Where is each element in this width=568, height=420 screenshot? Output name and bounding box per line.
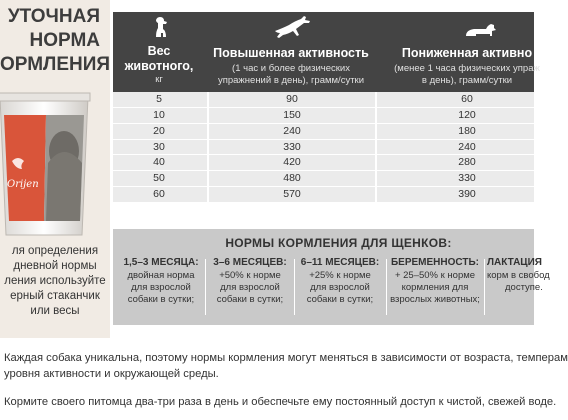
promo-title: УТОЧНАЯ НОРМА ОРМЛЕНИЯ: [0, 6, 111, 75]
cell-weight: 30: [153, 140, 165, 153]
puppy-norm-1: 1,5–3 МЕСЯЦА: двойная норма для взрослой собаки в сутки;: [123, 257, 199, 305]
cell-high: 330: [207, 140, 375, 155]
divider: [294, 259, 295, 315]
table-body: [113, 92, 534, 203]
cell-high: 480: [207, 171, 375, 186]
food-cup-image: [0, 93, 90, 238]
table-row: [113, 140, 534, 156]
cell-low: 390: [375, 187, 557, 202]
table-row: [113, 124, 534, 140]
cell-weight: 40: [153, 156, 165, 169]
divider: [205, 259, 206, 315]
cell-weight: 5: [156, 93, 162, 105]
lying-dog-icon: [462, 22, 496, 40]
cell-weight: 60: [153, 188, 165, 201]
cell-high: 240: [207, 124, 375, 139]
table-row: [113, 171, 534, 187]
note-line: уровня активности и окружающей среды.: [4, 368, 219, 380]
divider: [484, 259, 485, 315]
puppies-title: НОРМЫ КОРМЛЕНИЯ ДЛЯ ЩЕНКОВ:: [225, 236, 452, 250]
cell-high: 150: [207, 108, 375, 123]
header-weight: Вес животного, кг: [113, 12, 205, 92]
brand-logo: Orijen: [7, 179, 39, 190]
table-row: [113, 108, 534, 124]
cell-low: 280: [375, 155, 557, 170]
feeding-table: [113, 12, 540, 203]
puppy-norm-3: 6–11 МЕСЯЦЕВ: +25% к норме для взрослой собаки в сутки;: [300, 257, 380, 305]
puppy-norm-pregnancy: БЕРЕМЕННОСТЬ: + 25–50% к норме кормления для взрослых животных;: [390, 257, 480, 305]
sitting-dog-icon: [151, 16, 169, 38]
promo-caption: ля определения дневной нормы ления используйте ерный стаканчик или весы: [4, 245, 106, 317]
cell-high: 570: [207, 187, 375, 202]
puppies-section: [113, 229, 550, 325]
cell-low: 180: [375, 124, 557, 139]
table-row: [113, 155, 534, 171]
cell-low: 60: [375, 92, 557, 107]
puppy-norm-2: 3–6 МЕСЯЦЕВ: +50% к норме для взрослой собаки в сутки;: [213, 257, 287, 305]
puppy-norm-lactation: ЛАКТАЦИЯ корм в свобод доступе.: [487, 257, 550, 293]
cell-low: 120: [375, 108, 557, 123]
cell-low: 240: [375, 140, 557, 155]
note-line: Каждая собака уникальна, поэтому нормы кормления могут меняться в зависимости от возраста, темперам: [4, 352, 568, 364]
cell-weight: 10: [153, 108, 165, 121]
cell-weight: 50: [153, 172, 165, 185]
cell-high: 420: [207, 155, 375, 170]
cell-weight: 20: [153, 124, 165, 137]
cell-low: 330: [375, 171, 557, 186]
feeding-notes: [4, 350, 568, 410]
note-line: Кормите своего питомца два-три раза в день и обеспечьте ему постоянный доступ к чистой, свежей воде.: [4, 396, 557, 408]
header-high-activity: Повышенная активность (1 час и более физических упражнений в день), грамм/сутки: [207, 12, 375, 92]
table-row: [113, 92, 534, 108]
jumping-dog-icon: [273, 15, 313, 39]
table-row: [113, 187, 534, 203]
promo-panel: [0, 0, 110, 338]
cell-high: 90: [207, 92, 375, 107]
header-low-activity: Пониженная активно (менее 1 часа физических упраж в день), грамм/сутки: [377, 12, 557, 92]
table-header: [113, 12, 540, 92]
divider: [386, 259, 387, 315]
